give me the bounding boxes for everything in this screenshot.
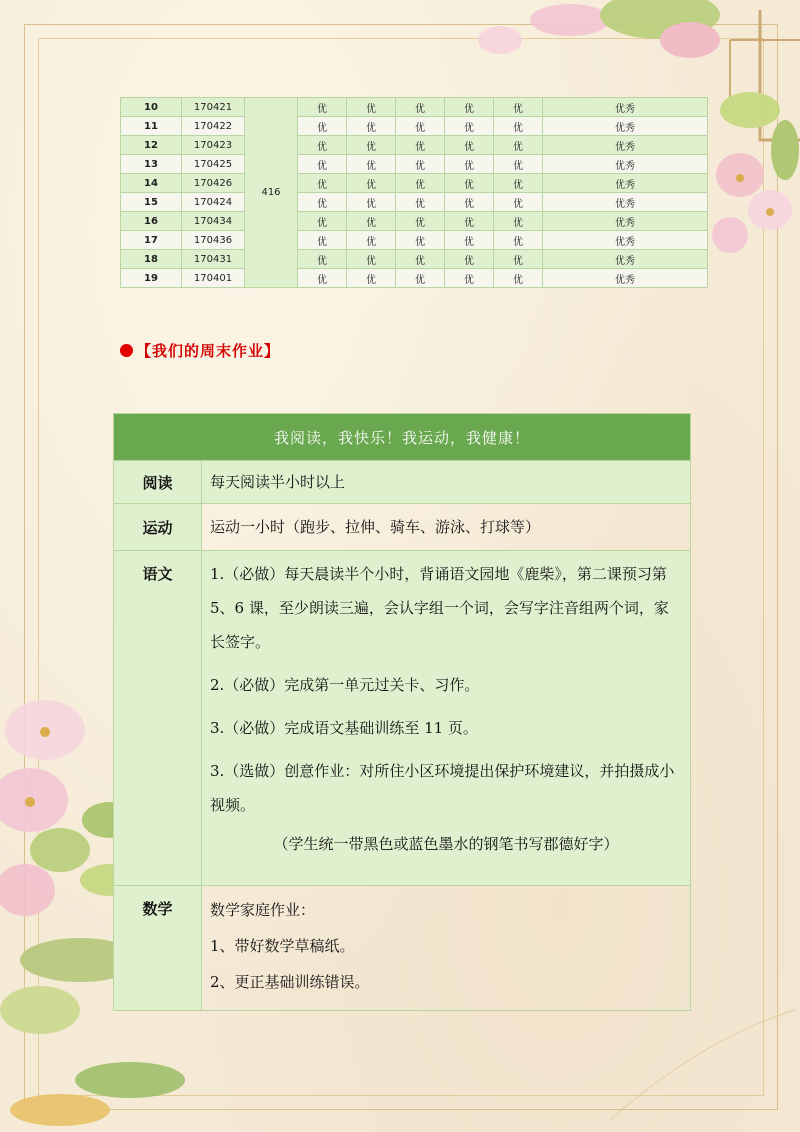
score-cell: 优	[494, 250, 543, 269]
score-cell: 优	[445, 212, 494, 231]
score-cell: 优	[445, 250, 494, 269]
score-row	[121, 174, 708, 193]
score-cell: 优	[445, 136, 494, 155]
score-cell: 优	[347, 269, 396, 288]
score-cell: 优	[396, 174, 445, 193]
score-cell: 优	[298, 231, 347, 250]
score-cell: 优	[396, 136, 445, 155]
score-cell: 优	[396, 269, 445, 288]
row-number: 19	[121, 269, 182, 288]
sport-row	[114, 504, 691, 551]
final-grade: 优秀	[543, 136, 708, 155]
score-cell: 优	[298, 250, 347, 269]
homework-banner-row	[114, 414, 691, 461]
student-id: 170425	[182, 155, 245, 174]
score-cell: 优	[347, 98, 396, 117]
score-cell: 优	[445, 155, 494, 174]
homework-table	[113, 413, 691, 1011]
chinese-item: 1.（必做）每天晨读半个小时，背诵语文园地《鹿柴》，第二课预习第 5、6 课，至少朗读三遍，会认字组一个词，会写字注音组两个词，家长签字。	[210, 565, 669, 651]
chinese-row	[114, 551, 691, 886]
row-number: 12	[121, 136, 182, 155]
score-row	[121, 136, 708, 155]
chinese-label: 语文	[114, 551, 202, 886]
final-grade: 优秀	[543, 269, 708, 288]
score-cell: 优	[494, 155, 543, 174]
final-grade: 优秀	[543, 193, 708, 212]
score-cell: 优	[298, 136, 347, 155]
score-row	[121, 269, 708, 288]
weekend-homework-heading	[120, 340, 280, 361]
score-cell: 优	[298, 98, 347, 117]
score-cell: 优	[445, 193, 494, 212]
score-cell: 优	[347, 155, 396, 174]
sport-text: 运动一小时（跑步、拉伸、骑车、游泳、打球等）	[202, 504, 691, 551]
student-id: 170401	[182, 269, 245, 288]
chinese-item: 3.（选做）创意作业：对所住小区环境提出保护环境建议，并拍摄成小视频。	[210, 762, 675, 814]
score-cell: 优	[347, 174, 396, 193]
score-cell: 优	[347, 117, 396, 136]
red-bullet-icon	[120, 344, 133, 357]
score-cell: 优	[494, 193, 543, 212]
student-id: 170431	[182, 250, 245, 269]
score-cell: 优	[396, 117, 445, 136]
final-grade: 优秀	[543, 155, 708, 174]
score-row	[121, 117, 708, 136]
score-row	[121, 231, 708, 250]
chinese-note: （学生统一带黑色或蓝色墨水的钢笔书写郡德好字）	[273, 835, 619, 853]
score-cell: 优	[396, 231, 445, 250]
score-cell: 优	[445, 174, 494, 193]
score-cell: 优	[396, 193, 445, 212]
final-grade: 优秀	[543, 250, 708, 269]
student-id: 170426	[182, 174, 245, 193]
score-cell: 优	[494, 117, 543, 136]
row-number: 13	[121, 155, 182, 174]
math-label: 数学	[114, 886, 202, 1011]
score-table	[120, 97, 708, 288]
score-cell: 优	[298, 155, 347, 174]
student-id: 170423	[182, 136, 245, 155]
sport-label: 运动	[114, 504, 202, 551]
student-id: 170436	[182, 231, 245, 250]
chinese-item: 3.（必做）完成语文基础训练至 11 页。	[210, 719, 478, 737]
row-number: 14	[121, 174, 182, 193]
score-cell: 优	[445, 231, 494, 250]
math-row	[114, 886, 691, 1011]
student-id: 170424	[182, 193, 245, 212]
score-cell: 优	[347, 193, 396, 212]
score-cell: 优	[347, 231, 396, 250]
reading-text: 每天阅读半小时以上	[202, 461, 691, 504]
score-cell: 优	[396, 250, 445, 269]
score-cell: 优	[396, 212, 445, 231]
reading-label: 阅读	[114, 461, 202, 504]
score-cell: 优	[494, 136, 543, 155]
math-item: 1、带好数学草稿纸。	[210, 937, 355, 955]
score-cell: 优	[494, 174, 543, 193]
score-cell: 优	[347, 136, 396, 155]
score-cell: 优	[298, 193, 347, 212]
student-id: 170421	[182, 98, 245, 117]
score-cell: 优	[396, 98, 445, 117]
score-row	[121, 212, 708, 231]
student-id: 170434	[182, 212, 245, 231]
score-cell: 优	[347, 212, 396, 231]
row-number: 17	[121, 231, 182, 250]
score-cell: 优	[298, 174, 347, 193]
final-grade: 优秀	[543, 98, 708, 117]
row-number: 15	[121, 193, 182, 212]
math-item: 数学家庭作业：	[210, 901, 316, 919]
math-item: 2、更正基础训练错误。	[210, 973, 370, 991]
score-row	[121, 98, 708, 117]
final-grade: 优秀	[543, 231, 708, 250]
chinese-content	[202, 551, 691, 886]
score-row	[121, 250, 708, 269]
score-cell: 优	[494, 269, 543, 288]
chinese-item: 2.（必做）完成第一单元过关卡、习作。	[210, 676, 480, 694]
score-cell: 优	[494, 212, 543, 231]
reading-row	[114, 461, 691, 504]
score-cell: 优	[396, 155, 445, 174]
student-id: 170422	[182, 117, 245, 136]
score-cell: 优	[347, 250, 396, 269]
leaf-decoration-bottom-right	[600, 1000, 800, 1132]
score-cell: 优	[445, 117, 494, 136]
score-cell: 优	[445, 98, 494, 117]
math-content	[202, 886, 691, 1011]
row-number: 16	[121, 212, 182, 231]
row-number: 18	[121, 250, 182, 269]
score-cell: 优	[494, 98, 543, 117]
score-cell: 优	[298, 269, 347, 288]
score-cell: 优	[494, 231, 543, 250]
homework-banner: 我阅读，我快乐！我运动，我健康！	[114, 414, 691, 461]
final-grade: 优秀	[543, 117, 708, 136]
final-grade: 优秀	[543, 174, 708, 193]
score-cell: 优	[298, 212, 347, 231]
heading-text: 【我们的周末作业】	[136, 342, 281, 360]
score-cell: 优	[445, 269, 494, 288]
score-cell: 优	[298, 117, 347, 136]
final-grade: 优秀	[543, 212, 708, 231]
class-number: 416	[245, 98, 298, 288]
row-number: 11	[121, 117, 182, 136]
row-number: 10	[121, 98, 182, 117]
score-row	[121, 193, 708, 212]
score-row	[121, 155, 708, 174]
